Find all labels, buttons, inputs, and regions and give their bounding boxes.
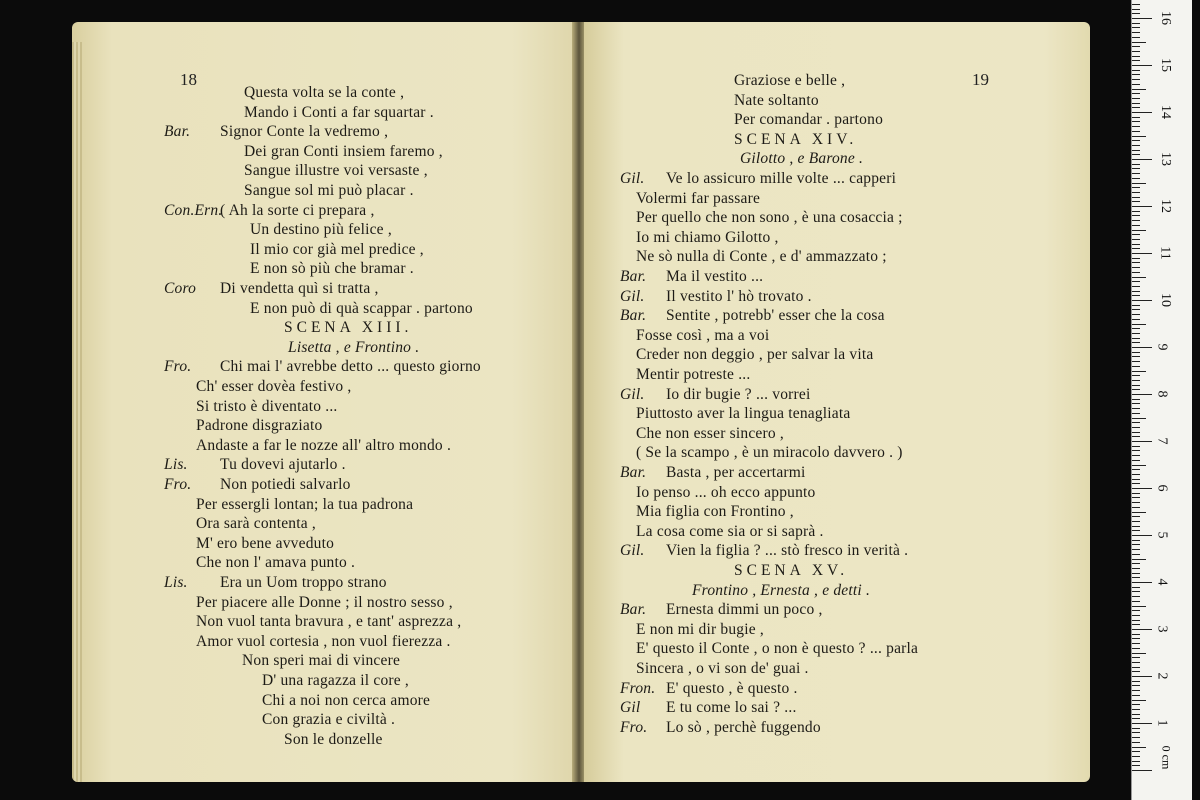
- ruler-tick: [1132, 474, 1140, 475]
- speaker-label: Bar.: [620, 307, 647, 325]
- ruler-number: 1: [1154, 719, 1170, 727]
- ruler-tick: [1132, 281, 1140, 282]
- verse-line: Per piacere alle Donne ; il nostro sesso ,: [196, 593, 453, 611]
- verse-line: Si tristo è diventato ...: [196, 397, 338, 415]
- ruler-tick: [1132, 648, 1140, 649]
- verse-line: ( Ah la sorte ci prepara ,: [220, 201, 375, 219]
- speaker-label: Fron.: [620, 679, 656, 697]
- ruler-tick: [1132, 394, 1152, 395]
- ruler-tick: [1132, 136, 1146, 137]
- ruler-tick: [1132, 295, 1140, 296]
- ruler-tick: [1132, 244, 1140, 245]
- verse-line: M' ero bene avveduto: [196, 534, 335, 552]
- ruler-tick: [1132, 375, 1140, 376]
- ruler-tick: [1132, 582, 1152, 583]
- ruler-tick: [1132, 624, 1140, 625]
- ruler-tick: [1132, 488, 1152, 489]
- ruler-tick: [1132, 333, 1140, 334]
- verse-line: Ch' esser dovèa festivo ,: [196, 378, 352, 395]
- ruler-tick: [1132, 446, 1140, 447]
- verse-line: Chi a noi non cerca amore: [262, 691, 431, 709]
- ruler-tick: [1132, 756, 1140, 757]
- ruler-tick: [1132, 413, 1140, 414]
- ruler-tick: [1132, 427, 1140, 428]
- ruler-tick: [1132, 173, 1140, 174]
- left-page: [72, 22, 582, 782]
- ruler-number: 8: [1154, 390, 1170, 398]
- ruler-tick: [1132, 51, 1140, 52]
- ruler-tick: [1132, 422, 1140, 423]
- ruler-number: 4: [1154, 578, 1170, 586]
- ruler-tick: [1132, 408, 1140, 409]
- speaker-label: Fro.: [164, 476, 192, 493]
- ruler-tick: [1132, 502, 1140, 503]
- verse-line: Ve lo assicuro mille volte ... capperi: [666, 170, 897, 187]
- verse-line: Che non esser sincero ,: [636, 424, 784, 442]
- ruler-tick: [1132, 277, 1146, 278]
- ruler-tick: [1132, 507, 1140, 508]
- ruler-tick: [1132, 610, 1140, 611]
- verse-line: Vien la figlia ? ... stò fresco in verità .: [666, 542, 909, 560]
- verse-line: Per comandar . partono: [734, 111, 884, 129]
- ruler-tick: [1132, 183, 1146, 184]
- ruler-tick: [1132, 718, 1140, 719]
- ruler-tick: [1132, 18, 1152, 19]
- ruler-number: 6: [1154, 484, 1170, 492]
- verse-line: Padrone disgraziato: [196, 417, 323, 435]
- ruler-tick: [1132, 403, 1140, 404]
- ruler-tick: [1132, 436, 1140, 437]
- ruler-tick: [1132, 535, 1152, 536]
- ruler-tick: [1132, 770, 1152, 771]
- ruler-tick: [1132, 418, 1146, 419]
- ruler-tick: [1132, 314, 1140, 315]
- speaker-label: Lis.: [164, 456, 188, 474]
- ruler-tick: [1132, 89, 1146, 90]
- verse-line: Volermi far passare: [636, 189, 761, 207]
- ruler-tick: [1132, 385, 1140, 386]
- ruler-tick: [1132, 516, 1140, 517]
- ruler-tick: [1132, 662, 1140, 663]
- ruler-tick: [1132, 121, 1140, 122]
- ruler-tick: [1132, 441, 1152, 442]
- scene-heading: SCENA XV.: [734, 562, 849, 579]
- ruler-tick: [1132, 399, 1140, 400]
- speaker-label: Bar.: [620, 268, 647, 285]
- verse-line: Per quello che non sono , è una cosaccia ;: [636, 209, 903, 227]
- ruler-tick: [1132, 159, 1152, 160]
- verse-line: Dei gran Conti insiem faremo ,: [244, 142, 443, 160]
- page-number: 18: [180, 70, 197, 89]
- ruler-tick: [1132, 676, 1152, 677]
- verse-line: E non mi dir bugie ,: [636, 620, 764, 638]
- ruler-tick: [1132, 366, 1140, 367]
- ruler-tick: [1132, 291, 1140, 292]
- ruler-tick: [1132, 568, 1140, 569]
- ruler-tick: [1132, 164, 1140, 165]
- verse-line: Con grazia e civiltà .: [262, 711, 396, 729]
- ruler-tick: [1132, 131, 1140, 132]
- ruler-tick: [1132, 450, 1140, 451]
- verse-line: Piuttosto aver la lingua tenagliata: [636, 405, 851, 423]
- ruler-tick: [1132, 168, 1140, 169]
- verse-line: Per essergli lontan; la tua padrona: [196, 495, 414, 513]
- ruler-number: 15: [1158, 58, 1173, 72]
- verse-line: Sangue sol mi può placar .: [244, 182, 414, 199]
- ruler-tick: [1132, 629, 1152, 630]
- ruler-tick: [1132, 653, 1146, 654]
- verse-line: Creder non deggio , per salvar la vita: [636, 346, 874, 364]
- verse-line: Ne sò nulla di Conte , e d' ammazzato ;: [636, 248, 887, 266]
- ruler-tick: [1132, 309, 1140, 310]
- ruler-tick: [1132, 700, 1146, 701]
- verse-line: Ora sarà contenta ,: [196, 515, 316, 533]
- speaker-label: Con.Ern.: [164, 201, 223, 219]
- ruler-tick: [1132, 742, 1140, 743]
- verse-line: Amor vuol cortesia , non vuol fierezza .: [196, 632, 451, 650]
- ruler-tick: [1132, 620, 1140, 621]
- ruler-tick: [1132, 723, 1152, 724]
- ruler-tick: [1132, 761, 1140, 762]
- scene-heading: SCENA XIV.: [734, 130, 858, 148]
- ruler-tick: [1132, 112, 1152, 113]
- ruler-tick: [1132, 643, 1140, 644]
- verse-line: Il mio cor già mel predice ,: [250, 240, 424, 258]
- ruler-tick: [1132, 338, 1140, 339]
- verse-line: Di vendetta quì si tratta ,: [220, 280, 379, 297]
- verse-line: Fosse così , ma a voi: [636, 326, 770, 344]
- ruler-tick: [1132, 559, 1146, 560]
- ruler-tick: [1132, 455, 1140, 456]
- ruler-tick: [1132, 606, 1146, 607]
- verse-line: ( Se la scampo , è un miracolo davvero . ): [636, 444, 903, 462]
- open-book: [64, 14, 1094, 786]
- verse-line: Un destino più felice ,: [250, 221, 392, 239]
- ruler-tick: [1132, 74, 1140, 75]
- ruler-tick: [1132, 544, 1140, 545]
- verse-line: Tu dovevi ajutarlo .: [220, 456, 346, 474]
- verse-line: La cosa come sia or si saprà .: [636, 522, 824, 540]
- ruler-tick: [1132, 220, 1140, 221]
- ruler-tick: [1132, 211, 1140, 212]
- ruler-tick: [1132, 460, 1140, 461]
- ruler-tick: [1132, 13, 1140, 14]
- ruler-number: 10: [1158, 293, 1173, 307]
- ruler-tick: [1132, 657, 1140, 658]
- ruler-tick: [1132, 32, 1140, 33]
- ruler-tick: [1132, 215, 1140, 216]
- ruler-tick: [1132, 596, 1140, 597]
- ruler-tick: [1132, 140, 1140, 141]
- ruler-number: 7: [1154, 437, 1170, 445]
- page-edges: [72, 42, 82, 782]
- ruler-tick: [1132, 201, 1140, 202]
- speaker-label: Gil.: [620, 385, 645, 403]
- ruler-tick: [1132, 371, 1146, 372]
- verse-line: Che non l' amava punto .: [196, 554, 356, 572]
- ruler-tick: [1132, 272, 1140, 273]
- ruler-tick: [1132, 671, 1140, 672]
- speaker-label: Gil: [620, 699, 641, 717]
- ruler-tick: [1132, 704, 1140, 705]
- speaker-label: Gil.: [620, 542, 645, 560]
- ruler-tick: [1132, 521, 1140, 522]
- ruler-tick: [1132, 328, 1140, 329]
- verse-line: E' questo , è questo .: [666, 679, 798, 697]
- ruler-tick: [1132, 591, 1140, 592]
- ruler-tick: [1132, 356, 1140, 357]
- ruler-tick: [1132, 483, 1140, 484]
- ruler-number: 13: [1158, 152, 1173, 166]
- ruler-tick: [1132, 150, 1140, 151]
- verse-line: Mentir potreste ...: [636, 366, 751, 383]
- ruler-tick: [1132, 4, 1140, 5]
- verse-line: Non speri mai di vincere: [242, 652, 401, 670]
- ruler-tick: [1132, 540, 1140, 541]
- right-page: [584, 22, 1090, 782]
- ruler-tick: [1132, 258, 1140, 259]
- ruler-tick: [1132, 493, 1140, 494]
- verse-line: Io mi chiamo Gilotto ,: [636, 228, 779, 246]
- verse-line: Non potiedi salvarlo: [220, 476, 351, 493]
- ruler-tick: [1132, 319, 1140, 320]
- ruler-tick: [1132, 685, 1140, 686]
- ruler-tick: [1132, 37, 1140, 38]
- ruler-number: 2: [1154, 672, 1170, 680]
- ruler-tick: [1132, 93, 1140, 94]
- ruler-tick: [1132, 70, 1140, 71]
- verse-line: Andaste a far le nozze all' altro mondo .: [196, 436, 452, 454]
- verse-line: E' questo il Conte , o non è questo ? ... parla: [636, 640, 919, 658]
- ruler-tick: [1132, 267, 1140, 268]
- verse-line: Nate soltanto: [734, 91, 819, 109]
- verse-line: Sentite , potrebb' esser che la cosa: [666, 307, 885, 325]
- verse-line: Non vuol tanta bravura , e tant' asprezza ,: [196, 613, 462, 631]
- ruler-tick: [1132, 324, 1146, 325]
- ruler-tick: [1132, 234, 1140, 235]
- ruler-tick: [1132, 615, 1140, 616]
- verse-line: Chi mai l' avrebbe detto ... questo giorno: [220, 358, 481, 376]
- verse-line: Basta , per accertarmi: [666, 464, 806, 481]
- speaker-label: Bar.: [620, 601, 647, 619]
- ruler-tick: [1132, 187, 1140, 188]
- ruler-tick: [1132, 497, 1140, 498]
- ruler-tick: [1132, 253, 1152, 254]
- ruler-tick: [1132, 695, 1140, 696]
- ruler-tick: [1132, 230, 1146, 231]
- ruler-tick: [1132, 690, 1140, 691]
- ruler-tick: [1132, 526, 1140, 527]
- speaker-label: Coro: [164, 280, 197, 297]
- ruler-tick: [1132, 709, 1140, 710]
- ruler-tick: [1132, 638, 1140, 639]
- ruler-tick: [1132, 667, 1140, 668]
- ruler-tick: [1132, 587, 1140, 588]
- ruler-number: 11: [1157, 246, 1173, 260]
- verse-line: E non sò più che bramar .: [250, 260, 414, 278]
- ruler-tick: [1132, 262, 1140, 263]
- ruler-tick: [1132, 23, 1140, 24]
- verse-line: Ernesta dimmi un poco ,: [666, 601, 823, 619]
- speaker-label: Fro.: [164, 358, 192, 376]
- ruler-tick: [1132, 469, 1140, 470]
- ruler-tick: [1132, 239, 1140, 240]
- ruler-number: 12: [1158, 199, 1173, 213]
- ruler-tick: [1132, 117, 1140, 118]
- cast-line: Lisetta , e Frontino .: [288, 338, 420, 356]
- ruler-tick: [1132, 107, 1140, 108]
- verse-line: Mia figlia con Frontino ,: [636, 503, 794, 521]
- ruler-tick: [1132, 577, 1140, 578]
- verse-line: D' una ragazza il core ,: [262, 672, 410, 689]
- ruler-tick: [1132, 714, 1140, 715]
- ruler-tick: [1132, 530, 1140, 531]
- ruler-tick: [1132, 305, 1140, 306]
- cast-line: Frontino , Ernesta , e detti .: [692, 581, 871, 599]
- cast-line: Gilotto , e Barone .: [740, 150, 864, 168]
- ruler-tick: [1132, 225, 1140, 226]
- verse-line: Signor Conte la vedremo ,: [220, 123, 389, 141]
- ruler-tick: [1132, 98, 1140, 99]
- speaker-label: Bar.: [620, 464, 647, 481]
- ruler-tick: [1132, 178, 1140, 179]
- ruler-tick: [1132, 728, 1140, 729]
- page-number: 19: [972, 70, 989, 89]
- ruler-tick: [1132, 361, 1140, 362]
- ruler-tick: [1132, 9, 1140, 10]
- ruler-tick: [1132, 465, 1146, 466]
- ruler-tick: [1132, 197, 1140, 198]
- ruler-tick: [1132, 126, 1140, 127]
- verse-line: Sangue illustre voi versaste ,: [244, 162, 428, 180]
- ruler-number: 5: [1154, 531, 1170, 539]
- ruler-tick: [1132, 765, 1140, 766]
- ruler-tick: [1132, 737, 1140, 738]
- ruler-tick: [1132, 389, 1140, 390]
- ruler-tick: [1132, 206, 1152, 207]
- ruler-tick: [1132, 554, 1140, 555]
- ruler-tick: [1132, 681, 1140, 682]
- ruler-tick: [1132, 79, 1140, 80]
- ruler-tick: [1132, 601, 1140, 602]
- ruler-number: 16: [1158, 11, 1173, 25]
- ruler-tick: [1132, 747, 1146, 748]
- ruler-number: 3: [1154, 625, 1170, 633]
- verse-line: E tu come lo sai ? ...: [666, 699, 797, 717]
- ruler-tick: [1132, 732, 1140, 733]
- ruler-tick: [1132, 432, 1140, 433]
- ruler-tick: [1132, 46, 1140, 47]
- ruler-tick: [1132, 512, 1146, 513]
- ruler-unit-label: 0 cm: [1159, 745, 1174, 770]
- ruler-tick: [1132, 42, 1146, 43]
- verse-line: Sincera , o vi son de' guai .: [636, 660, 809, 677]
- ruler-tick: [1132, 300, 1152, 301]
- ruler-tick: [1132, 342, 1140, 343]
- verse-line: Questa volta se la conte ,: [244, 84, 405, 101]
- ruler-tick: [1132, 248, 1140, 249]
- ruler-tick: [1132, 634, 1140, 635]
- ruler-tick: [1132, 27, 1140, 28]
- ruler-tick: [1132, 192, 1140, 193]
- ruler-number: 14: [1158, 105, 1173, 119]
- verse-line: Lo sò , perchè fuggendo: [666, 718, 821, 736]
- speaker-label: Fro.: [620, 718, 648, 736]
- ruler-tick: [1132, 347, 1152, 348]
- ruler-tick: [1132, 56, 1140, 57]
- verse-line: Io dir bugie ? ... vorrei: [666, 385, 811, 403]
- verse-line: Il vestito l' hò trovato .: [666, 287, 812, 305]
- measurement-ruler: [1131, 0, 1192, 800]
- ruler-tick: [1132, 573, 1140, 574]
- ruler-tick: [1132, 84, 1140, 85]
- verse-line: Era un Uom troppo strano: [220, 574, 387, 591]
- ruler-tick: [1132, 65, 1152, 66]
- ruler-tick: [1132, 380, 1140, 381]
- verse-line: E non può di quà scappar . partono: [250, 299, 473, 317]
- ruler-tick: [1132, 549, 1140, 550]
- ruler-tick: [1132, 563, 1140, 564]
- ruler-number: 9: [1154, 343, 1170, 351]
- verse-line: Ma il vestito ...: [666, 268, 764, 285]
- ruler-tick: [1132, 103, 1140, 104]
- ruler-tick: [1132, 60, 1140, 61]
- ruler-tick: [1132, 154, 1140, 155]
- ruler-tick: [1132, 352, 1140, 353]
- verse-line: Io penso ... oh ecco appunto: [636, 483, 816, 501]
- verse-line: Son le donzelle: [284, 730, 383, 748]
- verse-line: Graziose e belle ,: [734, 72, 846, 89]
- speaker-label: Bar.: [164, 123, 191, 141]
- ruler-tick: [1132, 479, 1140, 480]
- speaker-label: Gil.: [620, 170, 645, 187]
- scene-heading: SCENA XIII.: [284, 319, 413, 337]
- ruler-tick: [1132, 286, 1140, 287]
- speaker-label: Lis.: [164, 574, 188, 591]
- speaker-label: Gil.: [620, 287, 645, 305]
- verse-line: Mando i Conti a far squartar .: [244, 103, 434, 121]
- ruler-tick: [1132, 751, 1140, 752]
- ruler-tick: [1132, 145, 1140, 146]
